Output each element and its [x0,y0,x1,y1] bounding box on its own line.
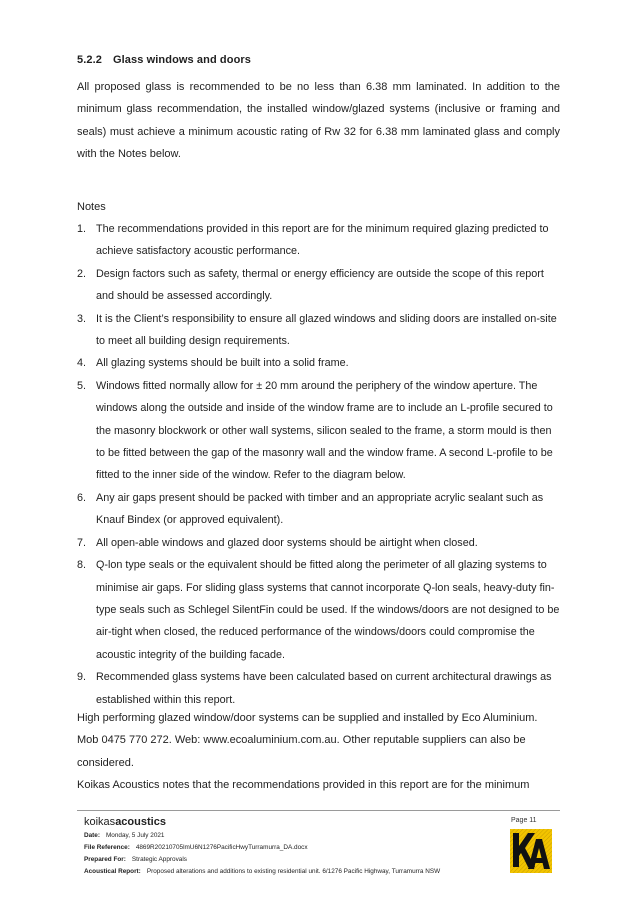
brand-light: koikas [84,816,116,828]
note-text: Windows fitted normally allow for ± 20 mm around the periphery of the window aperture. The windows along the outside and inside of the window frame are to include an L-profile secured to the masonry blockwork or other wall systems, silicon sealed to the frame, a storm mould is then to be fitted between the gap of the masonry wall and the window frame. A second L-profile to be fitted to the inner side of the window. Refer to the diagram below. [96,379,553,482]
date-label: Date: [84,832,100,839]
note-item [77,554,563,666]
note-item [77,308,563,353]
report-label: Acoustical Report: [84,868,141,875]
footer-brand [84,816,166,828]
note-item [77,666,563,711]
note-text: The recommendations provided in this report are for the minimum required glazing predicted to achieve satisfactory acoustic performance. [96,223,549,258]
note-item [77,263,563,308]
supplier-paragraph: High performing glazed window/door systems can be supplied and installed by Eco Aluminium. Mob 0475 770 272. Web: www.ecoaluminium.com.au. Other reputable suppliers can also be considered. [77,712,538,769]
koikas-ka-logo-icon [510,829,552,873]
note-item [77,487,563,532]
intro-paragraph: All proposed glass is recommended to be no less than 6.38 mm laminated. In addition to the minimum glass recommendation, the installed window/glazed systems (inclusive or framing and seals) must achieve a minimum acoustic rating of Rw 32 for 6.38 mm laminated glass and comply with the Notes below. [77,81,560,161]
note-number: 5. [77,379,87,392]
note-number: 6. [77,491,87,504]
closing-paragraph: Koikas Acoustics notes that the recommendations provided in this report are for the minimum [77,779,530,791]
note-text: Q-lon type seals or the equivalent should be fitted along the perimeter of all glazing systems to minimise air gaps. For sliding glass systems that cannot incorporate Q-lon seals, heavy-duty fin-type seals such as Schlegel SilentFin could be used. If the windows/doors are not designed to be air-tight when closed, the reduced performance of the windows/doors could compromise the acoustic integrity of the building facade. [96,559,560,661]
note-number: 4. [77,357,87,370]
note-number: 1. [77,223,87,235]
footer-date [84,831,164,841]
brand-bold: acoustics [115,816,166,828]
note-number: 9. [77,671,87,684]
section-heading [77,54,251,66]
note-text: It is the Client’s responsibility to ensure all glazed windows and sliding doors are installed on-site to meet all building design requirements. [96,312,557,348]
notes-label: Notes [77,201,106,213]
footer-divider [77,810,560,811]
footer-file-reference [84,843,308,853]
note-text: Recommended glass systems have been calculated based on current architectural drawings as established within this report. [96,671,552,706]
note-number: 3. [77,312,87,325]
note-item [77,532,563,554]
ref-value: 4869R20210705lmU6N1276PacificHwyTurramurra_DA.docx [135,844,308,851]
note-number: 7. [77,536,87,549]
section-title: Glass windows and doors [113,54,251,66]
ref-label: File Reference: [84,844,130,851]
note-item [77,375,563,487]
note-text: Any air gaps present should be packed with timber and an appropriate acrylic sealant such as Knauf Bindex (or approved equivalent). [96,491,544,527]
page-number: Page 11 [511,817,537,824]
section-number: 5.2.2 [77,54,102,66]
footer-prepared-for [84,855,187,865]
date-value: Monday, 5 July 2021 [105,832,165,839]
note-text: Design factors such as safety, thermal or energy efficiency are outside the scope of this report and should be assessed accordingly. [96,267,544,303]
note-number: 8. [77,559,87,572]
report-value: Proposed alterations and additions to existing residential unit. 6/1276 Pacific Highway, Turramurra NSW [146,868,441,875]
note-item [77,218,563,263]
note-text: All open-able windows and glazed door systems should be airtight when closed. [96,536,478,549]
prepared-label: Prepared For: [84,856,126,863]
notes-list [77,218,563,711]
note-text: All glazing systems should be built into a solid frame. [96,357,349,370]
note-item [77,352,563,374]
prepared-value: Strategic Approvals [131,856,187,863]
footer-acoustical-report [84,867,440,877]
note-number: 2. [77,267,87,280]
